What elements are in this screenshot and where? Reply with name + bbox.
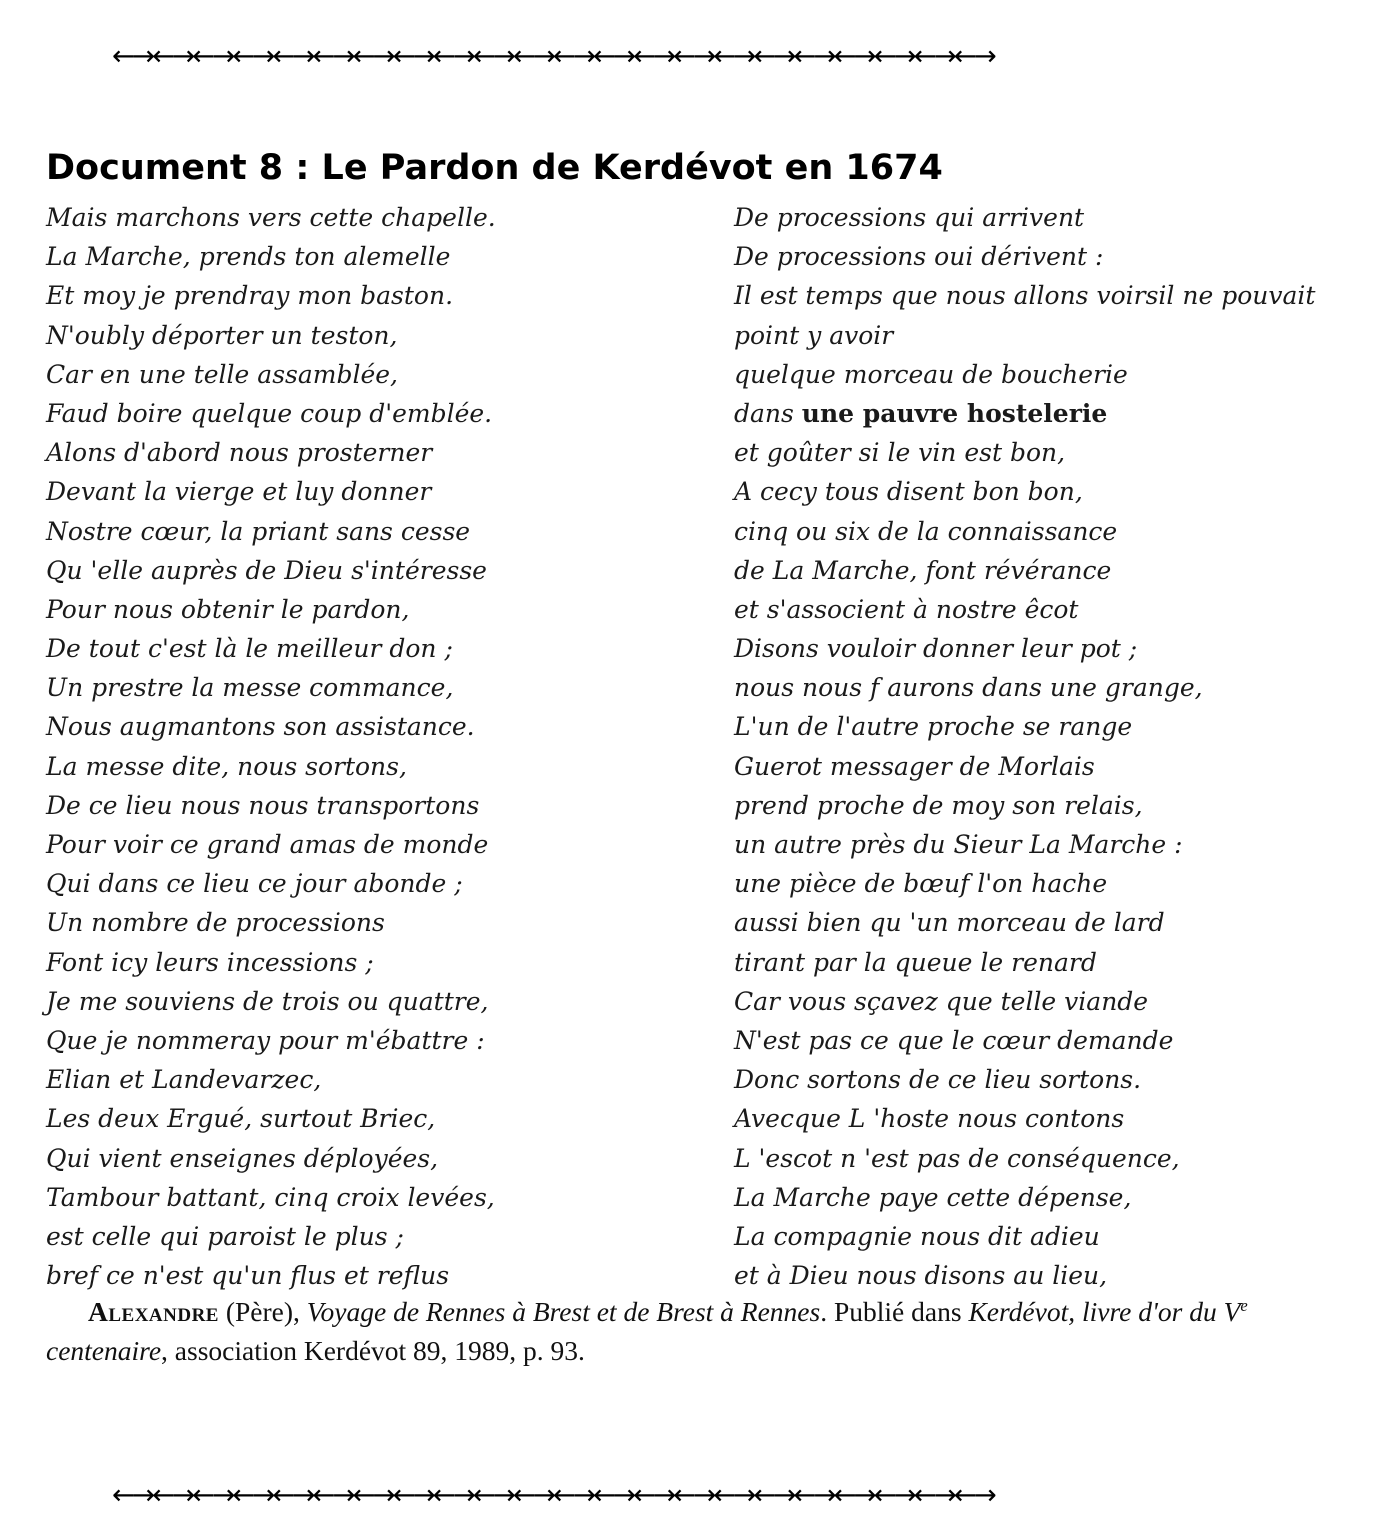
poem-line: Qui dans ce lieu ce jour abonde ; xyxy=(46,869,463,899)
poem-line: une pièce de bœuf l'on hache xyxy=(734,869,1108,899)
poem-line: La Marche paye cette dépense, xyxy=(734,1182,1132,1212)
poem-line: Devant la vierge et luy donner xyxy=(46,477,432,507)
poem-line: De ce lieu nous nous transportons xyxy=(46,790,480,820)
poem-line: point y avoir xyxy=(734,320,894,350)
poem-line: de La Marche, font révérance xyxy=(734,555,1112,585)
poem-line: et s'associent à nostre êcot xyxy=(734,594,1079,624)
poem-line: nous nous f aurons dans une grange, xyxy=(734,673,1203,703)
poem-line: Avecque L 'hoste nous contons xyxy=(734,1104,1125,1134)
poem-line: N'oubly déporter un teston, xyxy=(46,320,398,350)
poem-line: Mais marchons vers cette chapelle. xyxy=(46,203,496,232)
poem-line: Font icy leurs incessions ; xyxy=(46,947,374,977)
poem-line-text: dans xyxy=(734,398,794,428)
poem-line: De processions oui dérivent : xyxy=(734,242,1104,272)
poem-line: Un prestre la messe commance, xyxy=(46,673,454,703)
poem-line: La compagnie nous dit adieu xyxy=(734,1221,1100,1251)
poem-line: cinq ou six de la connaissance xyxy=(734,516,1118,546)
source-citation xyxy=(46,1292,1336,1370)
poem-line: L 'escot n 'est pas de conséquence, xyxy=(734,1143,1180,1173)
citation-book-title-sup: e xyxy=(1240,1295,1248,1315)
citation-publisher-info: , association Kerdévot 89, 1989, p. 93. xyxy=(161,1335,585,1366)
citation-published-in: Publié dans xyxy=(833,1296,962,1327)
poem-line: est celle qui paroist le plus ; xyxy=(46,1221,404,1251)
poem-line: bref ce n'est qu'un flus et reflus xyxy=(46,1261,450,1291)
poem-line: De processions qui arrivent xyxy=(734,203,1085,232)
poem-line: La messe dite, nous sortons, xyxy=(46,751,407,781)
poem-line: Car en une telle assamblée, xyxy=(46,359,399,389)
poem-line: L'un de l'autre proche se range xyxy=(734,712,1133,742)
poem-line: tirant par la queue le renard xyxy=(734,947,1097,977)
poem-line: Guerot messager de Morlais xyxy=(734,751,1095,781)
citation-period: . xyxy=(820,1296,828,1327)
poem-line: prend proche de moy son relais, xyxy=(734,790,1143,820)
bottom-arrow-divider: ←→←→←→←→←→←→←→←→←→←→←→←→←→←→←→←→←→←→←→←→←→←→ xyxy=(112,1480,994,1510)
poem-line: Elian et Landevarzec, xyxy=(46,1065,322,1095)
poem-line: Qu 'elle auprès de Dieu s'intéresse xyxy=(46,555,487,585)
poem-line: un autre près du Sieur La Marche : xyxy=(734,830,1183,859)
poem-line: Un nombre de processions xyxy=(46,908,385,938)
poem-line: Faud boire quelque coup d'emblée. xyxy=(46,398,493,428)
poem-line: et goûter si le vin est bon, xyxy=(734,438,1066,468)
poem-line: Disons vouloir donner leur pot ; xyxy=(734,634,1138,664)
poem-line xyxy=(734,394,1315,433)
top-arrow-divider: ←→←→←→←→←→←→←→←→←→←→←→←→←→←→←→←→←→←→←→←→←→←→ xyxy=(112,41,994,71)
poem-line: La Marche, prends ton alemelle xyxy=(46,242,451,272)
citation-author: Alexandre xyxy=(88,1296,219,1327)
poem-line: Tambour battant, cinq croix levées, xyxy=(46,1182,495,1212)
citation-book-title-c: centenaire xyxy=(46,1335,162,1366)
poem-line: Il est temps que nous allons voirsil ne pouvait xyxy=(734,281,1316,311)
poem-line: Que je nommeray pour m'ébattre : xyxy=(46,1025,485,1055)
poem-line: Pour voir ce grand amas de monde xyxy=(46,830,489,859)
poem-line: Nous augmantons son assistance. xyxy=(46,712,475,742)
poem-left-column xyxy=(46,198,496,1295)
poem-line: Pour nous obtenir le pardon, xyxy=(46,594,410,624)
poem-line: quelque morceau de boucherie xyxy=(734,359,1128,389)
poem-line: Nostre cœur, la priant sans cesse xyxy=(46,516,471,546)
poem-line: A cecy tous disent bon bon, xyxy=(734,477,1083,507)
document-title: Document 8 : Le Pardon de Kerdévot en 1674 xyxy=(46,148,943,188)
poem-line: Qui vient enseignes déployées, xyxy=(46,1143,439,1173)
citation-work-title: Voyage de Rennes à Brest et de Brest à Rennes xyxy=(306,1296,821,1327)
poem-line: N'est pas ce que le cœur demande xyxy=(734,1025,1174,1055)
poem-line: Et moy je prendray mon baston. xyxy=(46,281,454,311)
citation-author-suffix: (Père), xyxy=(225,1296,300,1327)
poem-line: Alons d'abord nous prosterner xyxy=(46,438,433,468)
poem-line: Je me souviens de trois ou quattre, xyxy=(46,986,489,1016)
poem-line: Car vous sçavez que telle viande xyxy=(734,986,1149,1016)
poem-right-column xyxy=(734,198,1315,1295)
poem-line: De tout c'est là le meilleur don ; xyxy=(46,634,453,664)
citation-book-title-a: Kerdévot, xyxy=(968,1296,1076,1327)
poem-line: Donc sortons de ce lieu sortons. xyxy=(734,1065,1142,1095)
poem-line-bold: une pauvre hostelerie xyxy=(801,398,1108,428)
poem-line: Les deux Ergué, surtout Briec, xyxy=(46,1104,436,1134)
poem-line: et à Dieu nous disons au lieu, xyxy=(734,1261,1108,1291)
poem-line: aussi bien qu 'un morceau de lard xyxy=(734,908,1165,938)
citation-book-title-b: livre d'or du V xyxy=(1081,1296,1241,1327)
